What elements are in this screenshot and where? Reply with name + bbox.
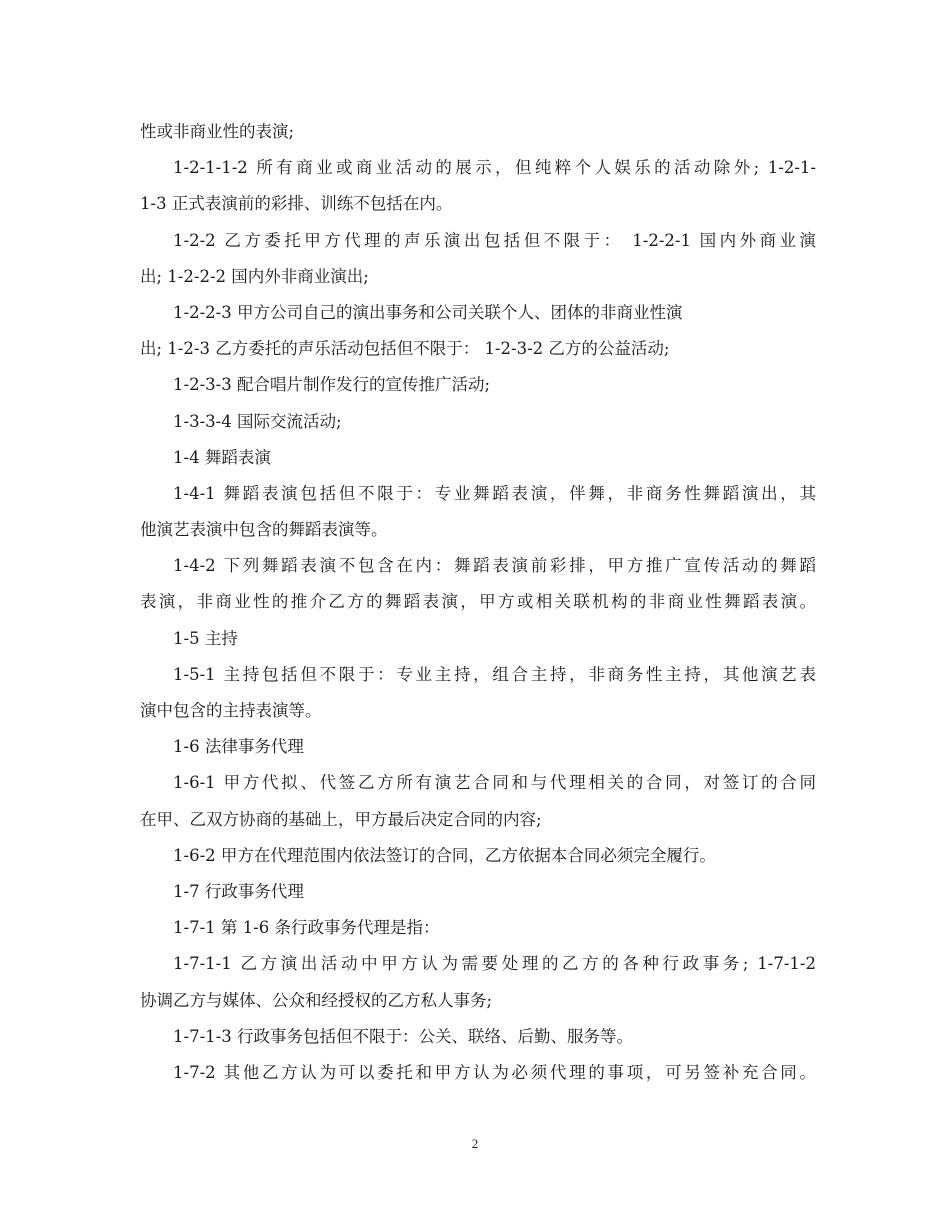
text-line: 性或非商业性的表演;	[140, 122, 295, 141]
text-line: 1-3 正式表演前的彩排、训练不包括在内。	[140, 194, 453, 214]
text-line: 1-5-1 主持包括但不限于：专业主持，组合主持，非商务性主持，其他演艺表	[173, 664, 816, 684]
text-line: 在甲、乙双方协商的基础上，甲方最后决定合同的内容;	[140, 809, 542, 829]
text-line: 1-6 法律事务代理	[173, 737, 304, 757]
text-line: 1-2-2 乙方委托甲方代理的声乐演出包括但不限于： 1-2-2-1 国内外商业演	[173, 230, 816, 250]
body-text	[140, 114, 816, 1091]
text-line: 演中包含的主持表演等。	[140, 701, 322, 720]
page-number: 2	[471, 1136, 479, 1151]
text-line: 出; 1-2-3 乙方委托的声乐活动包括但不限于： 1-2-3-2 乙方的公益活动;	[140, 339, 670, 359]
text-line: 1-2-1-1-2 所有商业或商业活动的展示，但纯粹个人娱乐的活动除外; 1-2-1-	[173, 158, 816, 178]
text-line: 协调乙方与媒体、公众和经授权的乙方私人事务;	[140, 990, 493, 1010]
text-line: 1-6-2 甲方在代理范围内依法签订的合同，乙方依据本合同必须完全履行。	[173, 845, 716, 865]
text-line: 1-2-2-3 甲方公司自己的演出事务和公司关联个人、团体的非商业性演	[173, 302, 683, 322]
text-line: 表演，非商业性的推介乙方的舞蹈表演，甲方或相关联机构的非商业性舞蹈表演。	[140, 592, 816, 612]
text-line: 1-7 行政事务代理	[173, 881, 304, 901]
text-line: 1-3-3-4 国际交流活动;	[173, 411, 342, 431]
text-line: 1-4-1 舞蹈表演包括但不限于：专业舞蹈表演，伴舞，非商务性舞蹈演出，其	[173, 483, 816, 503]
text-line: 1-7-1-1 乙方演出活动中甲方认为需要处理的乙方的各种行政事务; 1-7-1-2	[173, 954, 816, 974]
text-line: 1-6-1 甲方代拟、代签乙方所有演艺合同和与代理相关的合同，对签订的合同	[173, 773, 816, 793]
text-line: 1-2-3-3 配合唱片制作发行的宣传推广活动;	[173, 375, 491, 395]
text-line: 1-7-2 其他乙方认为可以委托和甲方认为必须代理的事项，可另签补充合同。	[173, 1062, 816, 1082]
text-line: 1-5 主持	[173, 628, 238, 648]
text-line: 出; 1-2-2-2 国内外非商业演出;	[140, 266, 369, 286]
text-line: 1-4 舞蹈表演	[173, 447, 271, 467]
text-line: 1-4-2 下列舞蹈表演不包含在内：舞蹈表演前彩排，甲方推广宣传活动的舞蹈	[173, 556, 816, 576]
text-line: 1-7-1-3 行政事务包括但不限于：公关、联络、后勤、服务等。	[173, 1026, 633, 1046]
text-line: 他演艺表演中包含的舞蹈表演等。	[140, 520, 388, 540]
text-line: 1-7-1 第 1-6 条行政事务代理是指：	[173, 918, 440, 938]
